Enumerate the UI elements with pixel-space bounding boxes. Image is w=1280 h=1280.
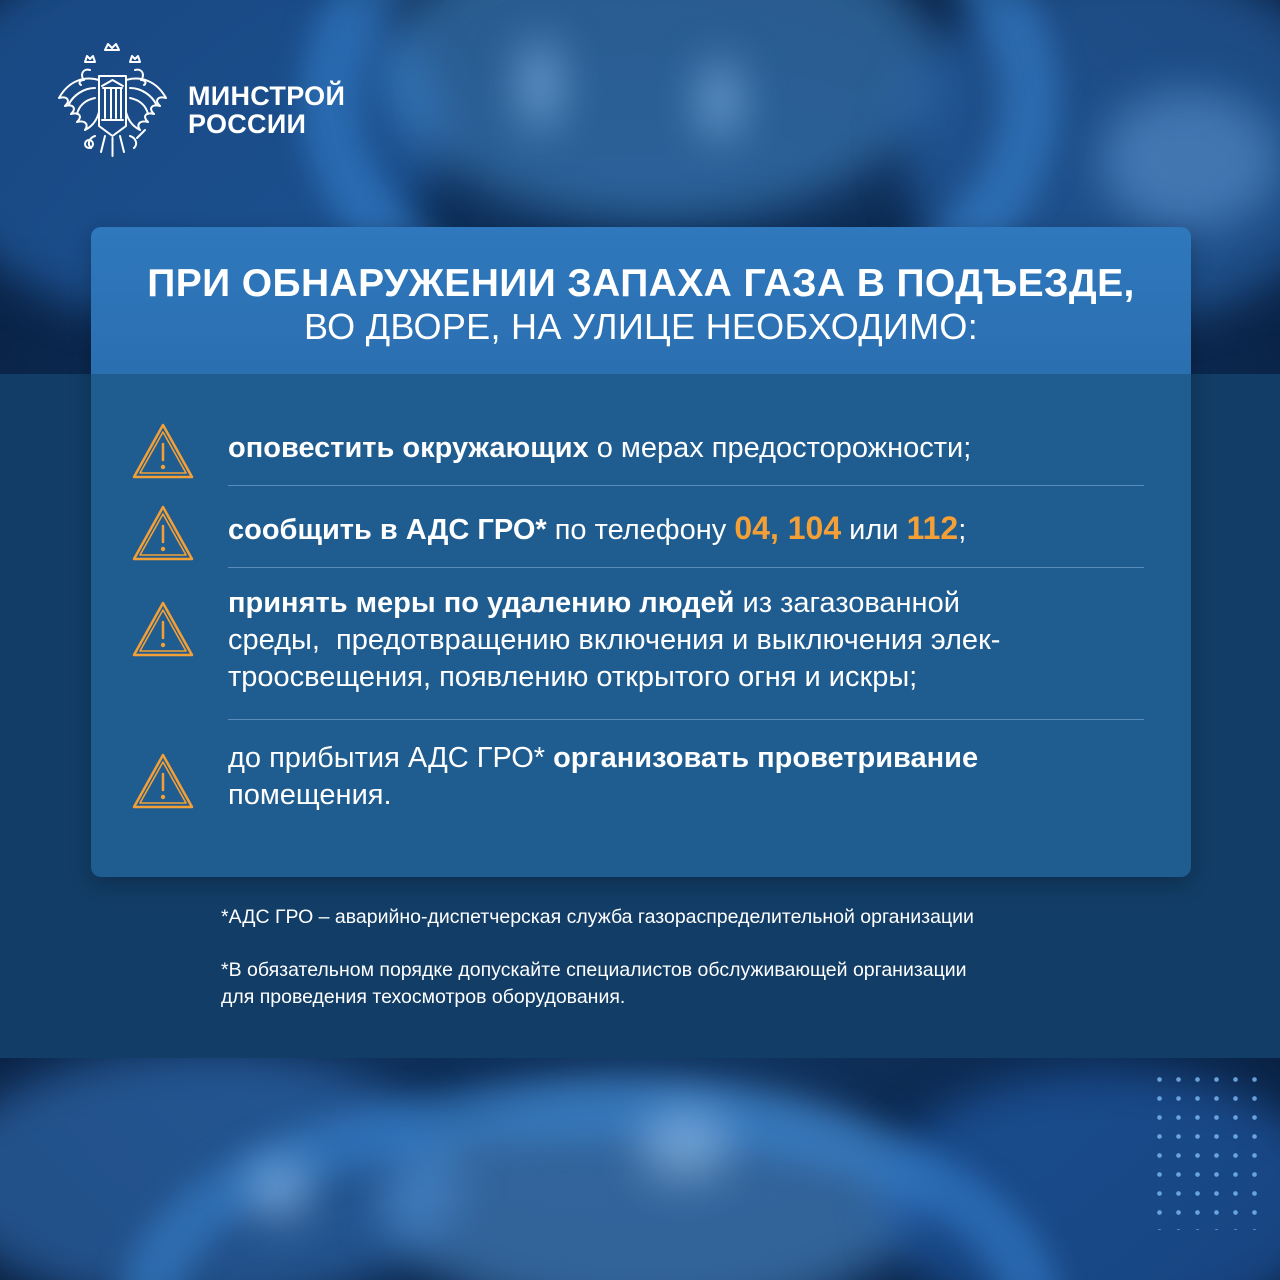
- double-headed-eagle-icon: [55, 40, 170, 160]
- emergency-phone: 112: [906, 510, 959, 546]
- item-4-text: до прибытия АДС ГРО*: [228, 742, 554, 774]
- footnote-inspection: [221, 957, 967, 1011]
- org-name: [188, 82, 345, 138]
- warning-icon: [131, 600, 195, 658]
- divider: [228, 719, 1144, 720]
- item-2-after: ;: [958, 514, 967, 546]
- item-2-bold: сообщить в АДС ГРО*: [228, 514, 547, 546]
- item-3-line2: среды, предотвращению включения и выключения элек-: [228, 624, 1001, 656]
- org-name-line2: РОССИИ: [188, 109, 307, 139]
- warning-icon: [131, 752, 195, 810]
- decorative-dot-grid: [1150, 1070, 1260, 1230]
- phone-numbers: 04, 104: [734, 510, 842, 546]
- item-3-bold: принять меры по удалению людей: [228, 587, 735, 619]
- card-title-line1: ПРИ ОБНАРУЖЕНИИ ЗАПАХА ГАЗА В ПОДЪЕЗДЕ,: [147, 262, 1135, 305]
- org-name-line1: МИНСТРОЙ: [188, 81, 346, 111]
- item-3-line3: троосвещения, появлению открытого огня и искры;: [228, 661, 918, 693]
- item-1-text: о мерах предосторожности;: [588, 432, 972, 464]
- item-4-line2: помещения.: [228, 779, 392, 811]
- item-4-bold: организовать проветривание: [553, 742, 979, 774]
- info-card: [91, 227, 1191, 877]
- footnote-inspection-line2: для проведения техосмотров оборудования.: [221, 986, 626, 1008]
- card-header: [91, 227, 1191, 374]
- card-title-line2: ВО ДВОРЕ, НА УЛИЦЕ НЕОБХОДИМО:: [304, 306, 978, 347]
- item-2-text: по телефону: [546, 514, 735, 546]
- footnote-abbreviation: *АДС ГРО – аварийно-диспетчерская служба газораспределительной организации: [221, 906, 974, 928]
- divider: [228, 485, 1144, 486]
- item-3-text: из загазованной: [734, 587, 960, 619]
- footnote-inspection-line1: *В обязательном порядке допускайте специалистов обслуживающей организации: [221, 959, 967, 981]
- item-1-bold: оповестить окружающих: [228, 432, 589, 464]
- warning-icon: [131, 422, 195, 480]
- warning-icon: [131, 504, 195, 562]
- divider: [228, 567, 1144, 568]
- item-2-between: или: [841, 514, 907, 546]
